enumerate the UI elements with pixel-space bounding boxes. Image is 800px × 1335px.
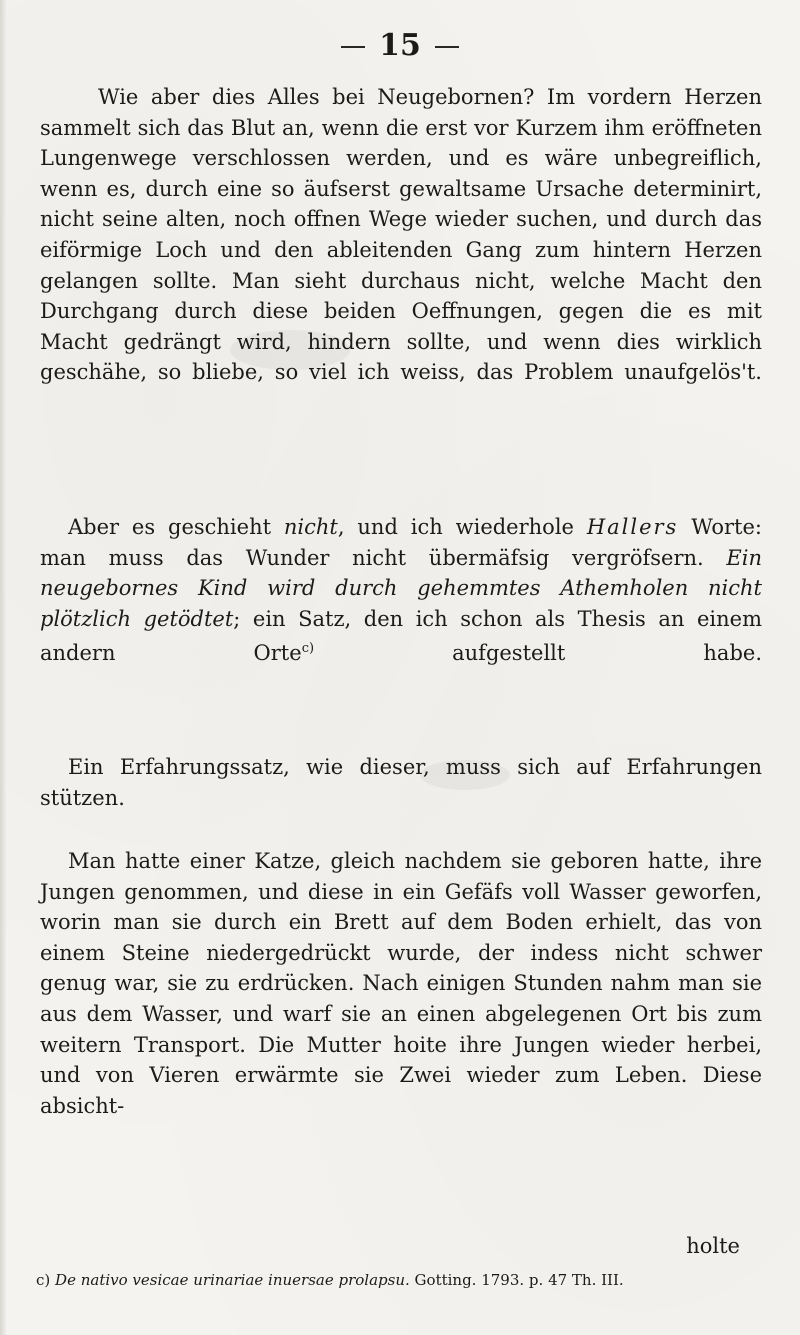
catchword: holte [686,1234,740,1258]
paragraph-2-text: Worte: man muss das Wunder nicht übermäfsig vergröfsern. [40,515,762,570]
paragraph-2-text: ; ein Satz, den ich schon als Thesis an einem andern Orte [40,606,762,666]
paragraph-2-text: Aber es geschieht [68,515,284,539]
page-edge-shadow [0,0,6,1335]
paragraph-2-text: aufgestellt habe. [314,641,762,666]
author-name-haller: Hallers [586,515,679,539]
paragraph-2-text: , und ich wiederhole [337,515,587,539]
footnote-reference: c) [301,641,315,657]
paragraph-1: Wie aber dies Alles bei Neugebornen? Im vordern Herzen sammelt sich das Blut an, wenn die erst vor Kurzem ihm eröffneten Lungenwege verschlossen werden, und es wäre unbegreiflich, wenn es, durch eine so äufserst gewaltsame Ursache determinirt, nicht seine alten, noch offnen Wege wieder suchen, und durch das eiförmige Loch und den ableitenden Gang zum hintern Herzen gelangen sollte. Man sieht durchaus nicht, welche Macht den Durchgang durch diese beiden Oeffnungen, gegen die es mit Macht gedrängt wird, hindern sollte, und wenn dies wirklich geschähe, so bliebe, so viel ich weiss, das Problem unaufgelös't. [40,85,762,385]
footnote-work-title: De nativo vesicae urinariae inuersae prolapsu. [55,1271,410,1289]
emphasis-nicht: nicht [283,515,338,539]
paragraph-4: Man hatte einer Katze, gleich nachdem sie geboren hatte, ihre Jungen genommen, und diese in ein Gefäfs voll Wasser geworfen, worin man sie durch ein Brett auf dem Boden erhielt, das von einem Steine niedergedrückt wurde, der indess nicht schwer genug war, sie zu erdrücken. Nach einigen Stunden nahm man sie aus dem Wasser, und warf sie an einen abgelegenen Ort bis zum weitern Transport. Die Mutter hoite ihre Jungen wieder herbei, und von Vieren erwärmte sie Zwei wieder zum Leben. Diese absicht- [40,849,762,1118]
header-ornament-right [435,46,459,48]
footnote [36,1270,776,1290]
footnote-marker: c) [36,1271,51,1289]
header-ornament-left [341,46,365,48]
page-header [0,28,800,63]
footnote-citation: Gotting. 1793. p. 47 Th. III. [409,1271,624,1289]
paragraph-2 [40,512,762,669]
page-number: 15 [379,28,421,63]
paragraph-3: Ein Erfahrungssatz, wie dieser, muss sich auf Erfahrungen stützen. [40,755,762,810]
quoted-thesis: Ein neugebornes Kind wird durch gehemmtes Athemholen nicht plötzlich getödtet [40,545,762,631]
